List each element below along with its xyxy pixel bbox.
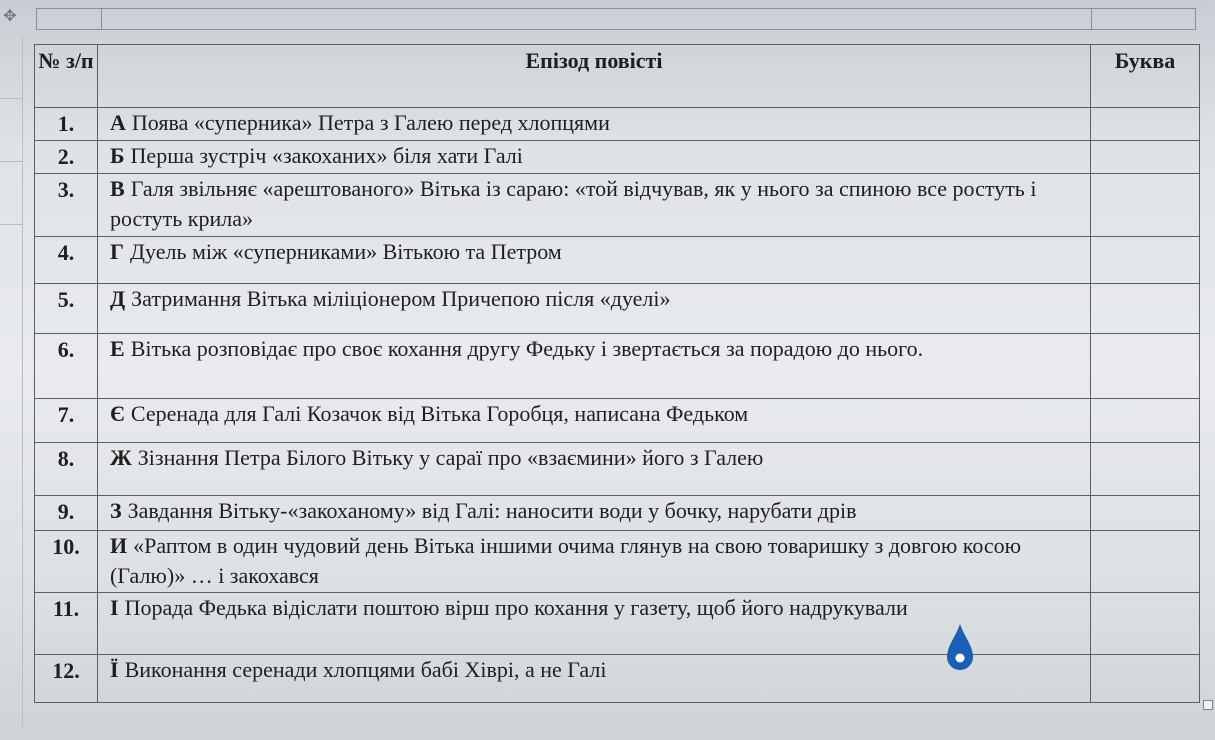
- episode-letter: І: [110, 595, 119, 620]
- episode-letter: И: [110, 533, 128, 558]
- episode-cell[interactable]: [98, 108, 1091, 141]
- answer-letter-cell[interactable]: [1091, 334, 1200, 399]
- episode-text: Затримання Вітька міліціонером Причепою після «дуелі»: [131, 286, 671, 311]
- episode-cell[interactable]: [98, 174, 1091, 237]
- episode-letter: А: [110, 110, 126, 135]
- answer-letter-cell[interactable]: [1091, 593, 1200, 655]
- row-number: 5.: [35, 284, 98, 334]
- episode-text: Вітька розповідає про своє кохання другу Федьку і звертається за порадою до нього.: [130, 336, 924, 361]
- table-row: [35, 284, 1200, 334]
- cell-divider: [1091, 9, 1092, 29]
- previous-table-row-fragment: [36, 8, 1196, 30]
- row-number: 3.: [35, 174, 98, 237]
- row-number: 6.: [35, 334, 98, 399]
- answer-letter-cell[interactable]: [1091, 108, 1200, 141]
- answer-letter-cell[interactable]: [1091, 443, 1200, 496]
- text-cursor-drop-icon[interactable]: [944, 622, 976, 674]
- episode-text: Серенада для Галі Козачок від Вітька Горобця, написана Федьком: [130, 401, 749, 426]
- table-row: [35, 108, 1200, 141]
- episode-text: Зізнання Петра Білого Вітьку у сараї про «взаємини» його з Галею: [137, 445, 764, 470]
- episode-letter: Г: [110, 239, 124, 264]
- table-header-row: [35, 45, 1200, 108]
- episode-letter: Е: [110, 336, 125, 361]
- episode-text: Перша зустріч «закоханих» біля хати Галі: [130, 143, 523, 168]
- table-row: [35, 174, 1200, 237]
- table-move-handle-icon[interactable]: ✥: [3, 6, 17, 25]
- ruler-tick: [0, 161, 22, 162]
- episode-letter: Д: [110, 286, 126, 311]
- row-number: 10.: [35, 531, 98, 593]
- episode-text: Порада Федька відіслати поштою вірш про кохання у газету, щоб його надрукували: [124, 595, 908, 620]
- answer-letter-cell[interactable]: [1091, 237, 1200, 284]
- episode-text: Завдання Вітьку-«закоханому» від Галі: наносити води у бочку, нарубати дрів: [127, 498, 857, 523]
- table-resize-handle[interactable]: [1203, 700, 1213, 710]
- table-row: [35, 443, 1200, 496]
- episode-cell[interactable]: [98, 593, 1091, 655]
- table-row: [35, 334, 1200, 399]
- header-number: № з/п: [35, 45, 98, 108]
- ruler-tick: [0, 98, 22, 99]
- episode-text: Галя звільняє «арештованого» Вітька із сараю: «той відчував, як у нього за спиною все ростуть і ростуть крила»: [110, 176, 1037, 231]
- answer-letter-cell[interactable]: [1091, 284, 1200, 334]
- episode-text: Дуель між «суперниками» Вітькою та Петром: [130, 239, 562, 264]
- header-letter: Буква: [1091, 45, 1200, 108]
- table-row: [35, 237, 1200, 284]
- left-ruler: [0, 36, 23, 726]
- answer-letter-cell[interactable]: [1091, 399, 1200, 443]
- episode-text: «Раптом в один чудовий день Вітька іншими очима глянув на свою товаришку з довгою косою (Галю)» … і закохався: [110, 533, 1022, 588]
- ruler-tick: [0, 224, 22, 225]
- episode-cell[interactable]: [98, 496, 1091, 531]
- table-row: [35, 531, 1200, 593]
- row-number: 11.: [35, 593, 98, 655]
- table-row: [35, 399, 1200, 443]
- answer-letter-cell[interactable]: [1091, 655, 1200, 703]
- cell-divider: [101, 9, 102, 29]
- episode-letter: В: [110, 176, 125, 201]
- episode-letter: З: [110, 498, 122, 523]
- table-row: [35, 496, 1200, 531]
- episode-cell[interactable]: [98, 655, 1091, 703]
- episode-text: Поява «суперника» Петра з Галею перед хлопцями: [131, 110, 610, 135]
- answer-letter-cell[interactable]: [1091, 174, 1200, 237]
- row-number: 12.: [35, 655, 98, 703]
- header-episode: Епізод повісті: [98, 45, 1091, 108]
- row-number: 1.: [35, 108, 98, 141]
- episode-text: Виконання серенади хлопцями бабі Хіврі, а не Галі: [124, 657, 607, 682]
- episode-letter: Є: [110, 401, 125, 426]
- table-row: [35, 141, 1200, 174]
- row-number: 8.: [35, 443, 98, 496]
- episode-cell[interactable]: [98, 237, 1091, 284]
- episode-cell[interactable]: [98, 284, 1091, 334]
- table-row: [35, 655, 1200, 703]
- episode-letter: Б: [110, 143, 125, 168]
- episode-cell[interactable]: [98, 531, 1091, 593]
- episodes-table: [34, 44, 1200, 703]
- answer-letter-cell[interactable]: [1091, 141, 1200, 174]
- episode-letter: Ж: [110, 445, 132, 470]
- row-number: 7.: [35, 399, 98, 443]
- row-number: 2.: [35, 141, 98, 174]
- answer-letter-cell[interactable]: [1091, 496, 1200, 531]
- answer-letter-cell[interactable]: [1091, 531, 1200, 593]
- row-number: 4.: [35, 237, 98, 284]
- episode-cell[interactable]: [98, 334, 1091, 399]
- row-number: 9.: [35, 496, 98, 531]
- episode-letter: Ї: [110, 657, 119, 682]
- table-row: [35, 593, 1200, 655]
- episode-cell[interactable]: [98, 399, 1091, 443]
- episode-cell[interactable]: [98, 141, 1091, 174]
- episode-cell[interactable]: [98, 443, 1091, 496]
